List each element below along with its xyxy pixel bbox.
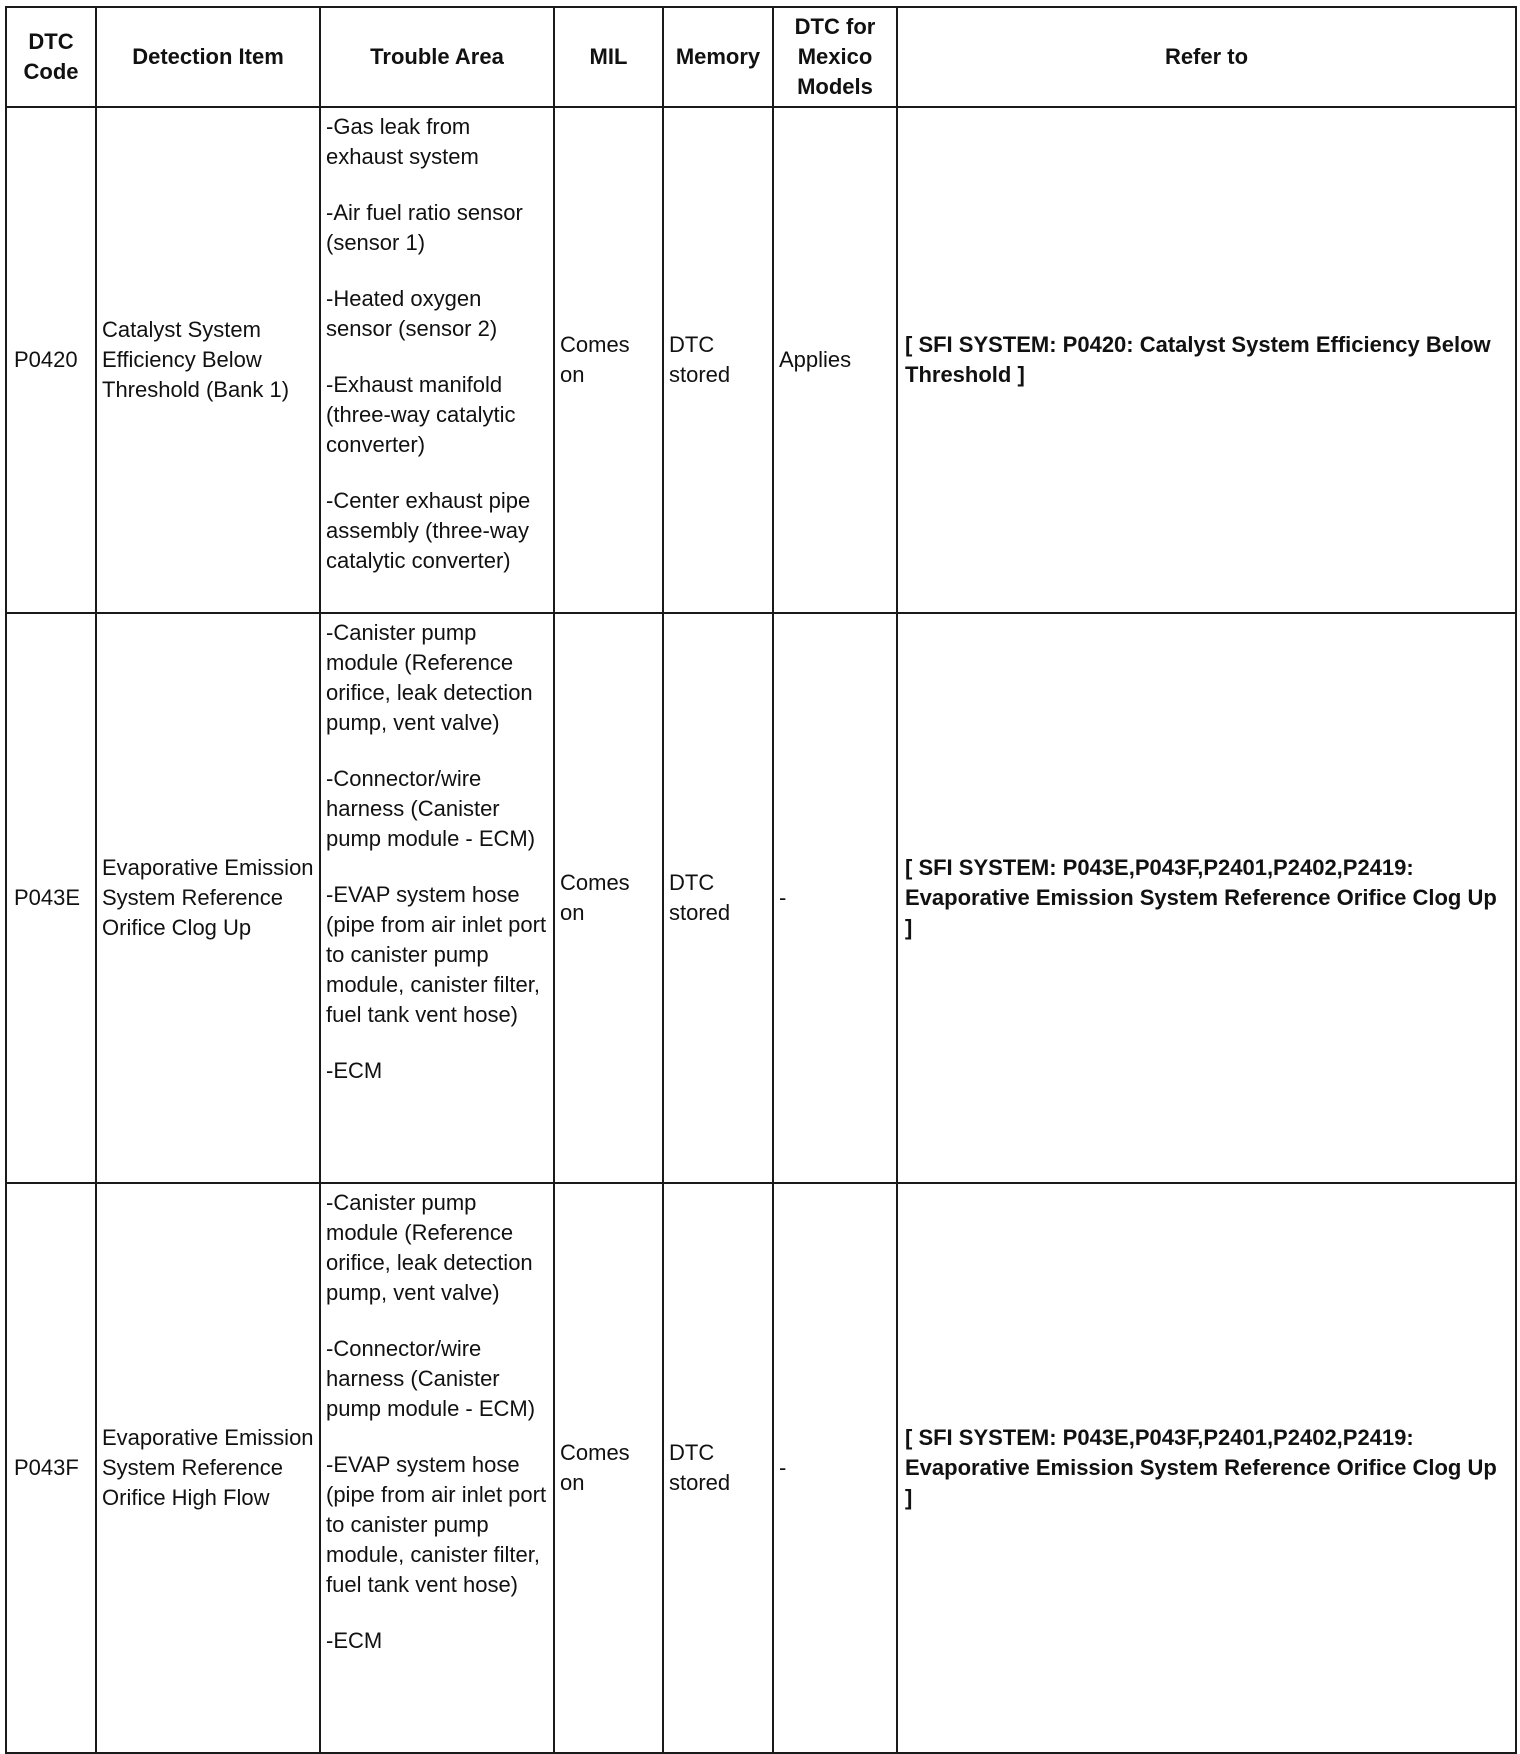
dtc-code-cell: P043F (6, 1183, 96, 1753)
memory-cell: DTC stored (663, 107, 773, 613)
mil-cell: Comes on (554, 107, 663, 613)
detection-item-cell: Evaporative Emission System Reference Orifice Clog Up (96, 613, 320, 1183)
trouble-area-item: -Connector/wire harness (Canister pump module - ECM) (326, 1336, 536, 1421)
table-row (6, 1183, 1516, 1753)
detection-item-cell: Evaporative Emission System Reference Orifice High Flow (96, 1183, 320, 1753)
mil-cell: Comes on (554, 613, 663, 1183)
mexico-models-cell: - (773, 1183, 897, 1753)
header-row (6, 7, 1516, 107)
dtc-code-cell: P0420 (6, 107, 96, 613)
refer-to-link[interactable]: [ SFI SYSTEM: P0420: Catalyst System Efficiency Below Threshold ] (897, 107, 1516, 613)
header-mil: MIL (554, 7, 663, 107)
trouble-area-item: -Gas leak from exhaust system (326, 114, 479, 169)
trouble-area-item: -Connector/wire harness (Canister pump module - ECM) (326, 766, 536, 851)
trouble-area-item: -EVAP system hose (pipe from air inlet port to canister pump module, canister filter, fuel tank vent hose) (326, 1452, 547, 1597)
trouble-area-cell (320, 1183, 554, 1753)
header-mexico-models: DTC for Mexico Models (773, 7, 897, 107)
trouble-area-item: -Air fuel ratio sensor (sensor 1) (326, 200, 523, 255)
refer-to-link[interactable]: [ SFI SYSTEM: P043E,P043F,P2401,P2402,P2419: Evaporative Emission System Reference Orifice Clog Up ] (897, 613, 1516, 1183)
trouble-area-cell (320, 613, 554, 1183)
trouble-area-item: -EVAP system hose (pipe from air inlet port to canister pump module, canister filter, fuel tank vent hose) (326, 882, 547, 1027)
trouble-area-item: -Canister pump module (Reference orifice, leak detection pump, vent valve) (326, 620, 533, 735)
refer-to-link[interactable]: [ SFI SYSTEM: P043E,P043F,P2401,P2402,P2419: Evaporative Emission System Reference Orifice Clog Up ] (897, 1183, 1516, 1753)
header-trouble-area: Trouble Area (320, 7, 554, 107)
table-row (6, 613, 1516, 1183)
trouble-area-item: -Exhaust manifold (three-way catalytic converter) (326, 372, 516, 457)
detection-item-cell: Catalyst System Efficiency Below Threshold (Bank 1) (96, 107, 320, 613)
header-refer-to: Refer to (897, 7, 1516, 107)
dtc-table (5, 6, 1517, 1754)
mexico-models-cell: - (773, 613, 897, 1183)
trouble-area-item: -ECM (326, 1628, 383, 1653)
dtc-code-cell: P043E (6, 613, 96, 1183)
header-detection-item: Detection Item (96, 7, 320, 107)
trouble-area-item: -Center exhaust pipe assembly (three-way catalytic converter) (326, 488, 531, 573)
memory-cell: DTC stored (663, 613, 773, 1183)
trouble-area-cell (320, 107, 554, 613)
memory-cell: DTC stored (663, 1183, 773, 1753)
trouble-area-item: -Canister pump module (Reference orifice, leak detection pump, vent valve) (326, 1190, 533, 1305)
mil-cell: Comes on (554, 1183, 663, 1753)
trouble-area-item: -ECM (326, 1058, 383, 1083)
mexico-models-cell: Applies (773, 107, 897, 613)
trouble-area-item: -Heated oxygen sensor (sensor 2) (326, 286, 498, 341)
table-row (6, 107, 1516, 613)
header-dtc-code: DTC Code (6, 7, 96, 107)
header-memory: Memory (663, 7, 773, 107)
